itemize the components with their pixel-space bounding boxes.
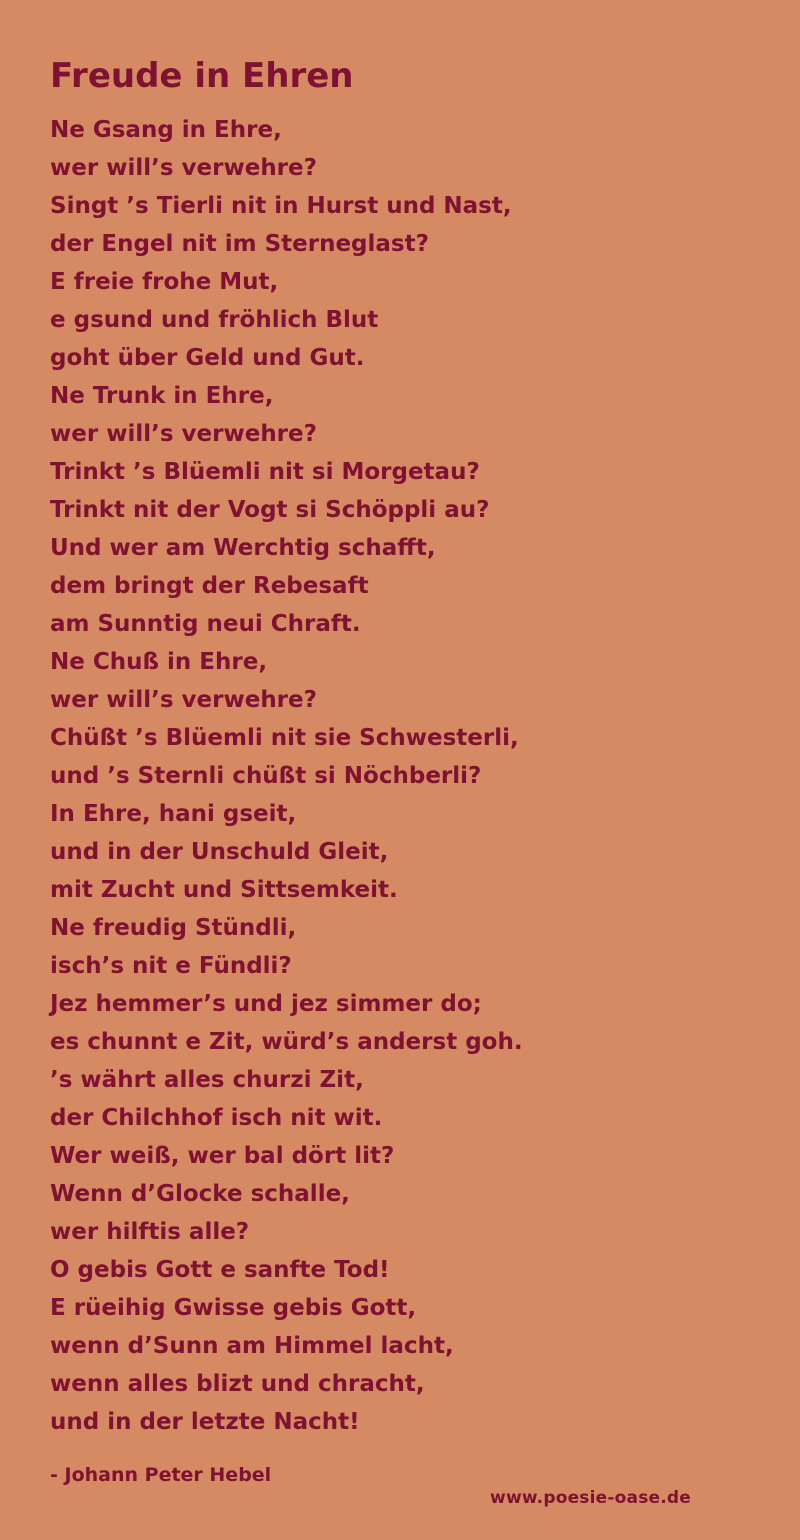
poem-line: und in der letzte Nacht!	[50, 1409, 360, 1435]
poem-line: wer will’s verwehre?	[50, 687, 317, 713]
poem-line: Und wer am Werchtig schafft,	[50, 535, 436, 561]
poem-line: O gebis Gott e sanfte Tod!	[50, 1257, 390, 1283]
poem-line: wer will’s verwehre?	[50, 421, 317, 447]
poem-line: Ne Gsang in Ehre,	[50, 117, 282, 143]
poem-line: wenn d’Sunn am Himmel lacht,	[50, 1333, 454, 1359]
poem-line: Wenn d’Glocke schalle,	[50, 1181, 350, 1207]
poem-line: der Engel nit im Sterneglast?	[50, 231, 429, 257]
website-url: www.poesie-oase.de	[490, 1488, 691, 1508]
poem-line: In Ehre, hani gseit,	[50, 801, 297, 827]
poem-line: Singt ’s Tierli nit in Hurst und Nast,	[50, 193, 512, 219]
poem-line: Chüßt ’s Blüemli nit sie Schwesterli,	[50, 725, 519, 751]
poem-line: und ’s Sternli chüßt si Nöchberli?	[50, 763, 482, 789]
poem-line: goht über Geld und Gut.	[50, 345, 365, 371]
poem-title: Freude in Ehren	[50, 56, 354, 96]
poem-line: dem bringt der Rebesaft	[50, 573, 369, 599]
poem-line: wer hilftis alle?	[50, 1219, 250, 1245]
poem-line: der Chilchhof isch nit wit.	[50, 1105, 383, 1131]
poem-line: e gsund und fröhlich Blut	[50, 307, 379, 333]
poem-text	[50, 111, 750, 1441]
poem-line: Trinkt ’s Blüemli nit si Morgetau?	[50, 459, 480, 485]
poem-line: und in der Unschuld Gleit,	[50, 839, 389, 865]
poem-line: Trinkt nit der Vogt si Schöppli au?	[50, 497, 490, 523]
poem-line: Ne freudig Stündli,	[50, 915, 297, 941]
poem-line: am Sunntig neui Chraft.	[50, 611, 361, 637]
poem-line: es chunnt e Zit, würd’s anderst goh.	[50, 1029, 523, 1055]
poem-line: wenn alles blizt und chracht,	[50, 1371, 425, 1397]
poem-author: - Johann Peter Hebel	[50, 1464, 272, 1486]
poem-line: E freie frohe Mut,	[50, 269, 279, 295]
poem-line: Ne Trunk in Ehre,	[50, 383, 274, 409]
poem-line: Wer weiß, wer bal dört lit?	[50, 1143, 395, 1169]
poem-line: wer will’s verwehre?	[50, 155, 317, 181]
poem-line: Ne Chuß in Ehre,	[50, 649, 268, 675]
poem-line: ’s währt alles churzi Zit,	[50, 1067, 364, 1093]
poem-line: Jez hemmer’s und jez simmer do;	[50, 991, 482, 1017]
poem-line: mit Zucht und Sittsemkeit.	[50, 877, 398, 903]
poem-line: isch’s nit e Fündli?	[50, 953, 292, 979]
poem-line: E rüeihig Gwisse gebis Gott,	[50, 1295, 417, 1321]
